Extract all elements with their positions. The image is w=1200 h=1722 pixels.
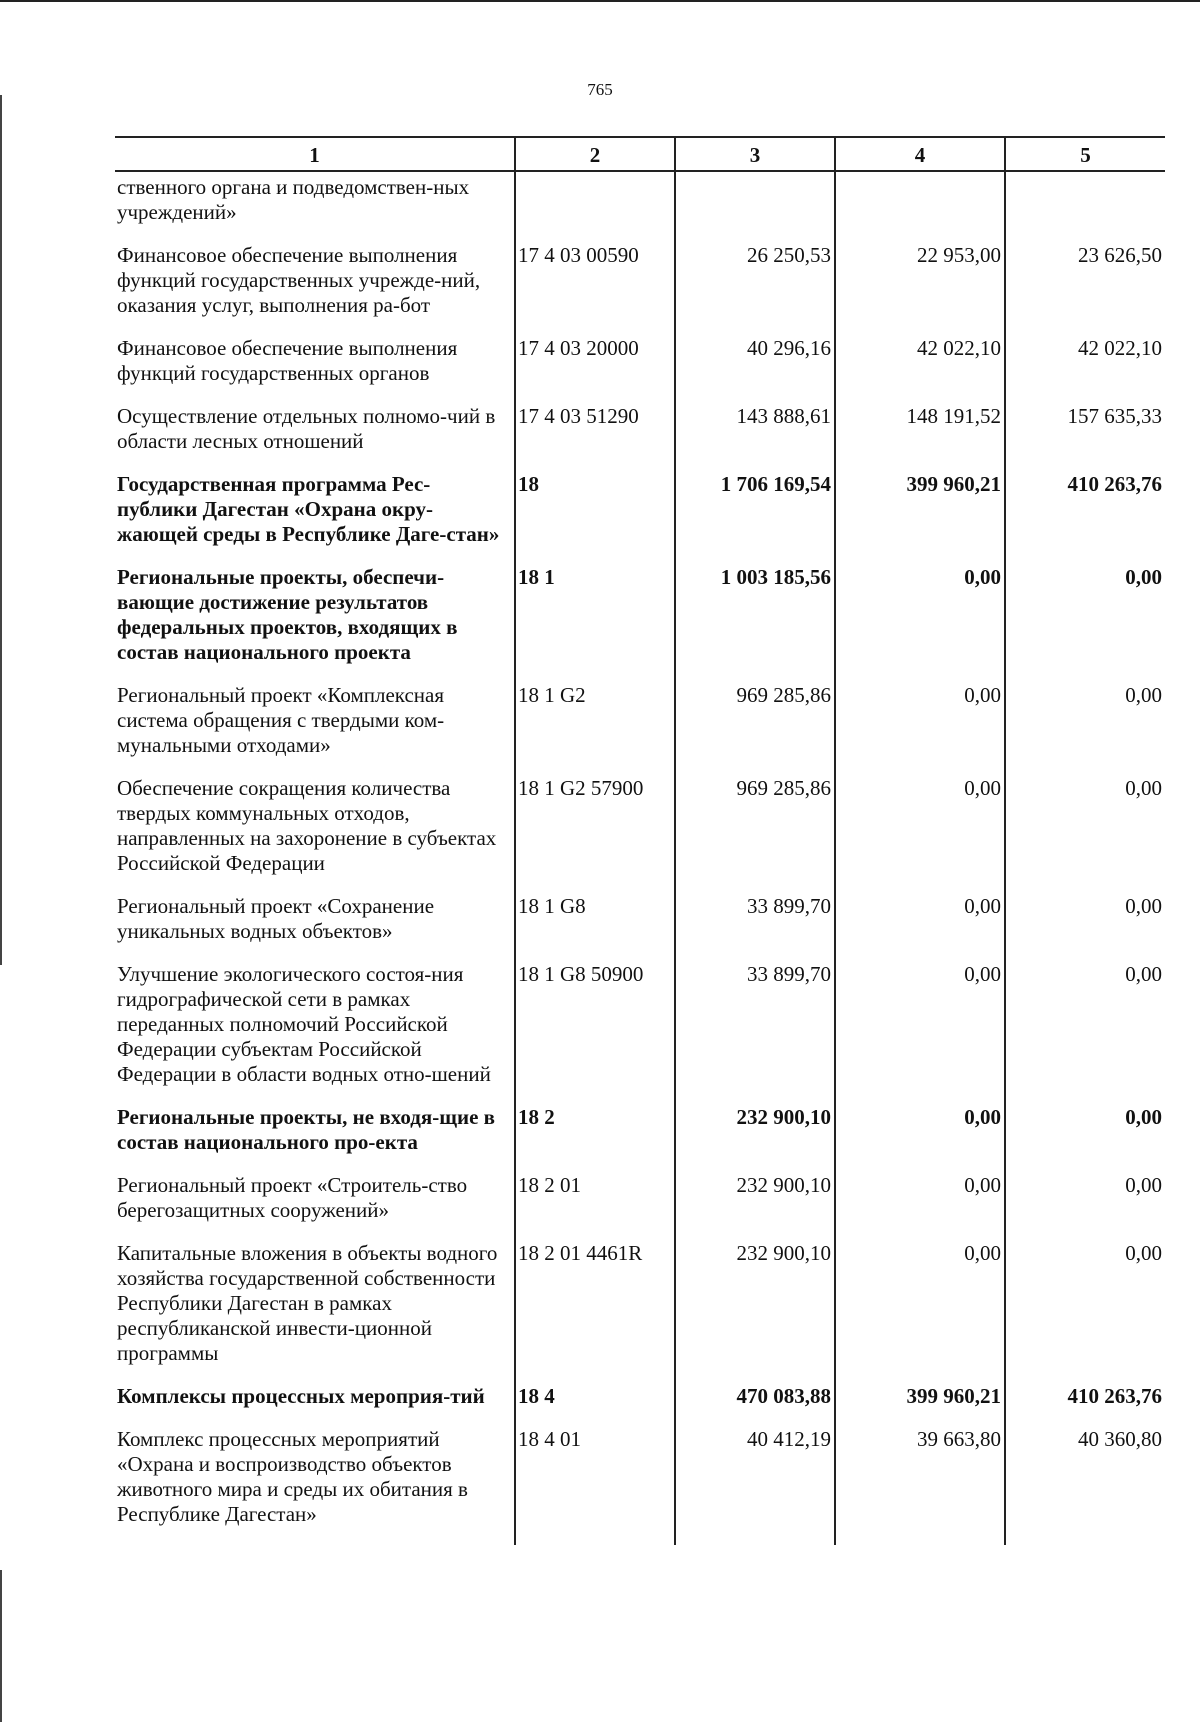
row-value-col3: 969 285,86 xyxy=(675,776,835,894)
table-row xyxy=(115,1173,1165,1241)
row-name: Комплексы процессных мероприя-тий xyxy=(117,1384,485,1408)
row-name: Капитальные вложения в объекты водного хозяйства государственной собственности Республики Дагестан в рамках республиканской инвести-ционной программы xyxy=(117,1241,498,1365)
table-row xyxy=(115,962,1165,1105)
table-row xyxy=(115,336,1165,404)
header-col-5: 5 xyxy=(1005,137,1165,171)
row-code: 18 4 01 xyxy=(515,1427,675,1545)
row-value-col5: 0,00 xyxy=(1005,683,1165,776)
row-value-col5: 0,00 xyxy=(1005,894,1165,962)
row-value-col5: 0,00 xyxy=(1005,962,1165,1105)
row-name: Осуществление отдельных полномо-чий в области лесных отношений xyxy=(117,404,496,453)
left-margin-rule xyxy=(0,95,2,965)
table-row xyxy=(115,565,1165,683)
table-row xyxy=(115,472,1165,565)
row-value-col5: 23 626,50 xyxy=(1005,243,1165,336)
header-col-2: 2 xyxy=(515,137,675,171)
row-code: 18 xyxy=(515,472,675,565)
row-value-col4: 22 953,00 xyxy=(835,243,1005,336)
row-name: Финансовое обеспечение выполнения функций государственных учрежде-ний, оказания услуг, выполнения ра-бот xyxy=(117,243,481,317)
row-value-col5 xyxy=(1005,171,1165,243)
row-value-col3: 33 899,70 xyxy=(675,962,835,1105)
row-value-col5: 0,00 xyxy=(1005,1173,1165,1241)
row-value-col4 xyxy=(835,171,1005,243)
row-code: 18 2 01 4461R xyxy=(515,1241,675,1384)
row-value-col4: 0,00 xyxy=(835,1173,1005,1241)
row-name: Региональный проект «Комплексная система обращения с твердыми ком-мунальными отходами» xyxy=(117,683,445,757)
page-number: 765 xyxy=(587,80,613,99)
row-value-col3: 40 296,16 xyxy=(675,336,835,404)
row-value-col3: 232 900,10 xyxy=(675,1105,835,1173)
row-value-col3: 232 900,10 xyxy=(675,1241,835,1384)
table-row xyxy=(115,404,1165,472)
row-code: 18 2 xyxy=(515,1105,675,1173)
table-row xyxy=(115,776,1165,894)
row-code: 18 1 G2 xyxy=(515,683,675,776)
table-row xyxy=(115,243,1165,336)
row-value-col5: 0,00 xyxy=(1005,1241,1165,1384)
row-name: Региональные проекты, не входя-щие в состав национального про-екта xyxy=(117,1105,495,1154)
row-value-col5: 0,00 xyxy=(1005,565,1165,683)
row-value-col3: 26 250,53 xyxy=(675,243,835,336)
row-value-col4: 0,00 xyxy=(835,1105,1005,1173)
table-row xyxy=(115,683,1165,776)
row-name: Региональный проект «Строитель-ство берегозащитных сооружений» xyxy=(117,1173,468,1222)
row-value-col4: 0,00 xyxy=(835,1241,1005,1384)
row-code: 18 1 G2 57900 xyxy=(515,776,675,894)
row-code: 18 2 01 xyxy=(515,1173,675,1241)
row-value-col3: 143 888,61 xyxy=(675,404,835,472)
row-name: Комплекс процессных мероприятий «Охрана и воспроизводство объектов животного мира и среды их обитания в Республике Дагестан» xyxy=(117,1427,468,1526)
row-name: Региональные проекты, обеспечи-вающие достижение результатов федеральных проектов, входящих в состав национального проекта xyxy=(117,565,458,664)
table-row xyxy=(115,171,1165,243)
row-value-col3: 40 412,19 xyxy=(675,1427,835,1545)
row-value-col4: 39 663,80 xyxy=(835,1427,1005,1545)
row-value-col5: 157 635,33 xyxy=(1005,404,1165,472)
row-value-col5: 40 360,80 xyxy=(1005,1427,1165,1545)
row-value-col4: 42 022,10 xyxy=(835,336,1005,404)
row-name: Обеспечение сокращения количества твердых коммунальных отходов, направленных на захоронение в субъектах Российской Федерации xyxy=(117,776,497,875)
table-row xyxy=(115,894,1165,962)
row-value-col3: 33 899,70 xyxy=(675,894,835,962)
header-row xyxy=(115,137,1165,171)
row-name: Улучшение экологического состоя-ния гидрографической сети в рамках переданных полномочий Российской Федерации субъектам Российской Федерации в области водных отно-шений xyxy=(117,962,491,1086)
row-code: 18 4 xyxy=(515,1384,675,1427)
row-code: 17 4 03 51290 xyxy=(515,404,675,472)
row-code: 18 1 xyxy=(515,565,675,683)
row-value-col4: 0,00 xyxy=(835,776,1005,894)
row-name: ственного органа и подведомствен-ных учреждений» xyxy=(117,175,470,224)
table-body xyxy=(115,171,1165,1545)
header-col-1: 1 xyxy=(115,137,515,171)
row-value-col4: 0,00 xyxy=(835,962,1005,1105)
row-code: 18 1 G8 50900 xyxy=(515,962,675,1105)
table-row xyxy=(115,1427,1165,1545)
row-value-col4: 0,00 xyxy=(835,894,1005,962)
row-code: 18 1 G8 xyxy=(515,894,675,962)
top-rule xyxy=(0,0,1200,2)
row-value-col3: 1 003 185,56 xyxy=(675,565,835,683)
row-value-col4: 0,00 xyxy=(835,683,1005,776)
table-row xyxy=(115,1241,1165,1384)
row-value-col4: 0,00 xyxy=(835,565,1005,683)
row-value-col5: 0,00 xyxy=(1005,776,1165,894)
row-value-col3: 969 285,86 xyxy=(675,683,835,776)
row-value-col5: 410 263,76 xyxy=(1005,1384,1165,1427)
row-value-col4: 399 960,21 xyxy=(835,1384,1005,1427)
row-code: 17 4 03 00590 xyxy=(515,243,675,336)
row-value-col3: 470 083,88 xyxy=(675,1384,835,1427)
row-code xyxy=(515,171,675,243)
header-col-3: 3 xyxy=(675,137,835,171)
header-col-4: 4 xyxy=(835,137,1005,171)
row-code: 17 4 03 20000 xyxy=(515,336,675,404)
row-value-col5: 0,00 xyxy=(1005,1105,1165,1173)
row-value-col3: 232 900,10 xyxy=(675,1173,835,1241)
row-value-col3 xyxy=(675,171,835,243)
row-value-col4: 399 960,21 xyxy=(835,472,1005,565)
row-name: Государственная программа Рес-публики Дагестан «Охрана окру-жающей среды в Республике Даге-стан» xyxy=(117,472,500,546)
row-name: Региональный проект «Сохранение уникальных водных объектов» xyxy=(117,894,435,943)
row-value-col5: 410 263,76 xyxy=(1005,472,1165,565)
row-value-col3: 1 706 169,54 xyxy=(675,472,835,565)
left-margin-rule xyxy=(0,1570,2,1722)
table-row xyxy=(115,1105,1165,1173)
budget-table xyxy=(115,136,1165,1545)
row-value-col4: 148 191,52 xyxy=(835,404,1005,472)
table-row xyxy=(115,1384,1165,1427)
row-value-col5: 42 022,10 xyxy=(1005,336,1165,404)
row-name: Финансовое обеспечение выполнения функций государственных органов xyxy=(117,336,458,385)
